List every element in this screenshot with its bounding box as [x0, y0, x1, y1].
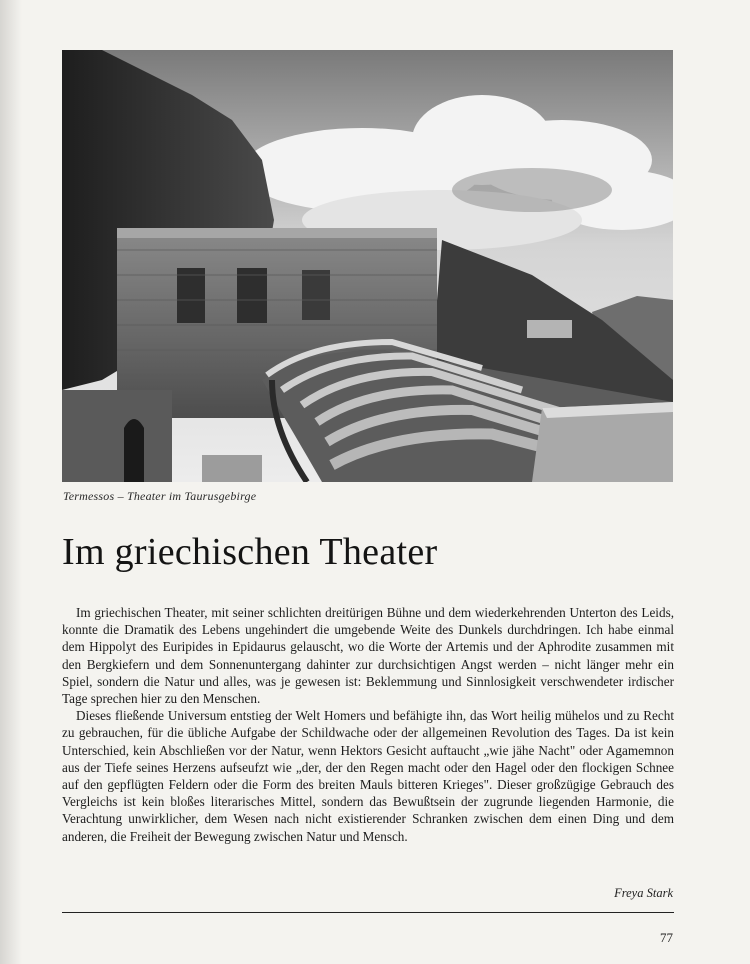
paragraph-1: Im griechischen Theater, mit seiner schlichten dreitürigen Bühne und dem wiederkehrenden Unterton des Leids, konnte die Dramatik des Lebens ungehindert die umgebende Weite des Dunkels durchdringen. Ich habe einmal dem Hippolyt des Euripides in Epidaurus gelauscht, wo die Worte der Artemis und der Aphrodite zusammen mit den Bergkiefern und dem Sonnenuntergang dahinter zur durchsichtigen Angst werden – nicht länger mehr ein Spiel, sondern die Natur und alles, was je gewesen ist: Beklemmung und Sinnlosigkeit verschwendeter irdischer Tage sprechen hier zu den Menschen. — [62, 605, 674, 707]
theater-ruins-photo — [62, 50, 673, 482]
paragraph-2: Dieses fließende Universum entstieg der Welt Homers und befähigte ihn, das Wort heilig mühelos und zu Recht zu gebrauchen, für die übliche Aufgabe der Schildwache oder der allgemeinen Revolution des Tages. Da ist kein Unterschied, kein Abschließen vor der Natur, wenn Hektors Gesicht auftaucht „wie jähe Nacht" oder Agamemnon aus der Tiefe seines Herzens aufseufzt wie „der, der den Regen macht oder den Hagel oder den flockigen Schnee auf den gepflügten Feldern oder die Form des breiten Mauls bitteren Krieges". Dieser großzügige Gebrauch des Vergleichs ist kein bloßes literarisches Mittel, sondern das Bewußtsein der zugrunde liegenden Harmonie, die Verachtung unwirklicher, dem Wesen nach nicht existierender Schranken zwischen dem einen Ding und dem anderen, die Freiheit der Bewegung zwischen Natur und Mensch. — [62, 708, 674, 844]
page-number: 77 — [660, 930, 673, 945]
article-title: Im griechischen Theater — [62, 531, 438, 573]
footer-rule — [62, 912, 674, 913]
arch — [124, 419, 144, 482]
photo-caption: Termessos – Theater im Taurusgebirge — [63, 489, 257, 503]
article-body — [62, 604, 674, 845]
theater-photo-illustration — [62, 50, 673, 482]
lower-wall — [62, 390, 172, 482]
author-name: Freya Stark — [614, 886, 673, 900]
page-gutter-shadow — [0, 0, 22, 964]
